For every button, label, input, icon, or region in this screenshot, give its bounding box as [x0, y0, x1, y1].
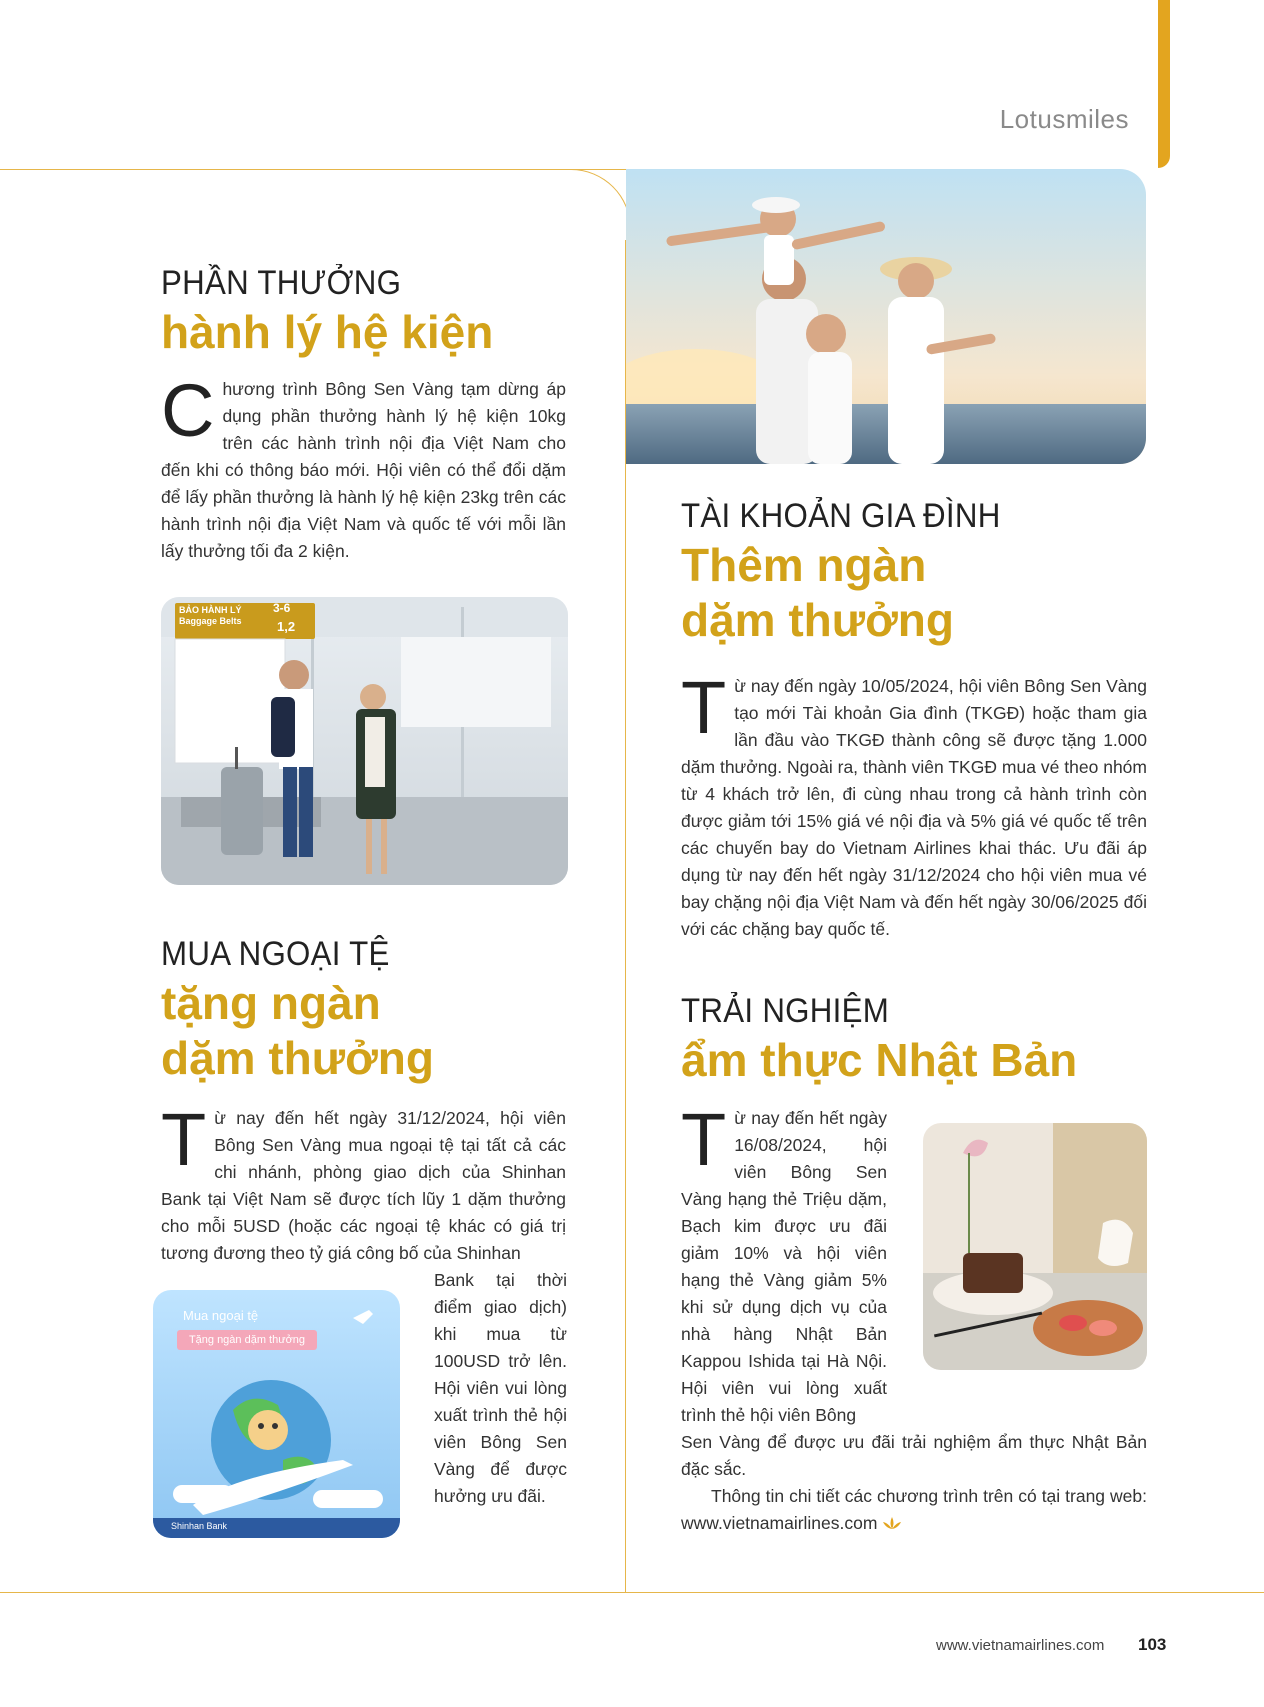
sign-line-1: BẢO HÀNH LÝ — [179, 605, 242, 615]
drop-cap: C — [161, 369, 215, 452]
frame-curve — [560, 169, 631, 250]
article-japanese — [681, 992, 1151, 1088]
body-text: ừ nay đến hết ngày 31/12/2024, hội viên Bông Sen Vàng mua ngoại tệ tại tất cả các chi nhánh, phòng giao dịch của Shinhan Bank tại Việt Nam sẽ được tích lũy 1 dặm thưởng cho mỗi 5USD (hoặc các ngoại tệ khác có giá trị tương đương theo tỷ giá công bố của Shinhan — [161, 1108, 566, 1263]
body-text: hương trình Bông Sen Vàng tạm dừng áp dụng phần thưởng hành lý hệ kiện 10kg trên các hành trình nội địa Việt Nam cho đến khi có thông báo mới. Hội viên có thể đổi dặm để lấy phần thưởng là hành lý hệ kiện 23kg trên các hành trình nội địa Việt Nam và quốc tế với mỗi lần lấy thưởng tối đa 2 kiện. — [161, 379, 566, 561]
article-kicker: TRẢI NGHIỆM — [681, 992, 890, 1030]
sign-label — [179, 605, 242, 627]
page-number: 103 — [1138, 1635, 1167, 1654]
article-currency — [161, 935, 601, 1086]
airport-photo — [161, 597, 568, 885]
globe-illustration — [153, 1290, 400, 1538]
japanese-food-photo — [923, 1123, 1147, 1370]
article-headline-line-1: Thêm ngàn — [681, 539, 927, 591]
info-text: Thông tin chi tiết các chương trình trên có tại trang web: www.vietnamairlines.com — [681, 1486, 1147, 1533]
food-illustration — [923, 1123, 1147, 1370]
article-headline: ẩm thực Nhật Bản — [681, 1034, 1078, 1086]
article-family — [681, 497, 1141, 648]
body-text: ừ nay đến ngày 10/05/2024, hội viên Bông Sen Vàng tạo mới Tài khoản Gia đình (TKGĐ) hoặc tham gia lần đầu vào TKGĐ thành công sẽ được tặng 1.000 dặm thưởng. Ngoài ra, thành viên TKGĐ mua vé theo nhóm từ 4 khách trở lên, đi cùng nhau trong cả hành trình còn được giảm tới 15% giá vé nội địa và 5% giá vé quốc tế trên các chuyến bay do Vietnam Airlines khai thác. Ưu đãi áp dụng từ nay đến hết ngày 31/12/2024 cho hội viên mua vé bay chặng nội địa Việt Nam và đến hết ngày 30/06/2025 đối với các chặng bay quốc tế. — [681, 676, 1147, 939]
drop-cap: T — [681, 666, 727, 749]
article-headline: hành lý hệ kiện — [161, 306, 494, 358]
article-japanese-body-full — [681, 1429, 1147, 1537]
article-baggage — [161, 264, 581, 360]
article-headline-line-1: tặng ngàn — [161, 977, 381, 1029]
section-label: Lotusmiles — [999, 104, 1129, 134]
body-text: ừ nay đến hết ngày 16/08/2024, hội viên Bông Sen Vàng hạng thẻ Triệu dặm, Bạch kim được ưu đãi giảm 10% và hội viên hạng thẻ Vàng giảm 5% khi sử dụng dịch vụ của nhà hàng Nhật Bản Kappou Ishida tại Hà Nội. Hội viên vui lòng xuất trình thẻ hội viên Bông — [681, 1108, 887, 1425]
info-line — [681, 1483, 1147, 1537]
article-headline-line-2: dặm thưởng — [161, 1032, 434, 1084]
drop-cap: T — [161, 1098, 207, 1181]
shinhan-promo-image — [153, 1290, 400, 1538]
family-beach-photo — [626, 169, 1146, 464]
shinhan-logo: Shinhan Bank — [171, 1521, 228, 1531]
article-japanese-body-narrow — [681, 1098, 887, 1429]
article-kicker: MUA NGOẠI TỆ — [161, 935, 390, 973]
section-accent-bar — [1158, 0, 1170, 168]
frame-bottom-line — [0, 1592, 1264, 1593]
beach-illustration — [626, 169, 1146, 464]
article-currency-body-narrow — [434, 1267, 567, 1510]
body-text: Sen Vàng để được ưu đãi trải nghiệm ẩm thực Nhật Bản đặc sắc. — [681, 1432, 1147, 1479]
article-currency-body — [161, 1098, 566, 1267]
sign-numbers-bottom: 1,2 — [277, 619, 296, 634]
promo-ribbon: Tặng ngàn dặm thưởng — [177, 1330, 317, 1350]
footer-website: www.vietnamairlines.com — [936, 1637, 1105, 1654]
lotus-icon — [882, 1517, 902, 1531]
drop-cap: T — [681, 1098, 727, 1181]
article-kicker: TÀI KHOẢN GIA ĐÌNH — [681, 497, 1001, 535]
sign-numbers-top: 3-6 — [273, 601, 291, 615]
promo-title: Mua ngoại tệ — [183, 1308, 259, 1323]
airport-illustration — [161, 597, 568, 885]
body-text: Bank tại thời điểm giao dịch) khi mua từ 100USD trở lên. Hội viên vui lòng xuất trình thẻ hội viên Bông Sen Vàng để được hưởng ưu đãi. — [434, 1270, 567, 1506]
sign-line-2: Baggage Belts — [179, 616, 242, 626]
article-family-body — [681, 666, 1147, 943]
article-baggage-body — [161, 369, 566, 565]
article-headline-line-2: dặm thưởng — [681, 594, 954, 646]
article-kicker: PHẦN THƯỞNG — [161, 264, 402, 302]
